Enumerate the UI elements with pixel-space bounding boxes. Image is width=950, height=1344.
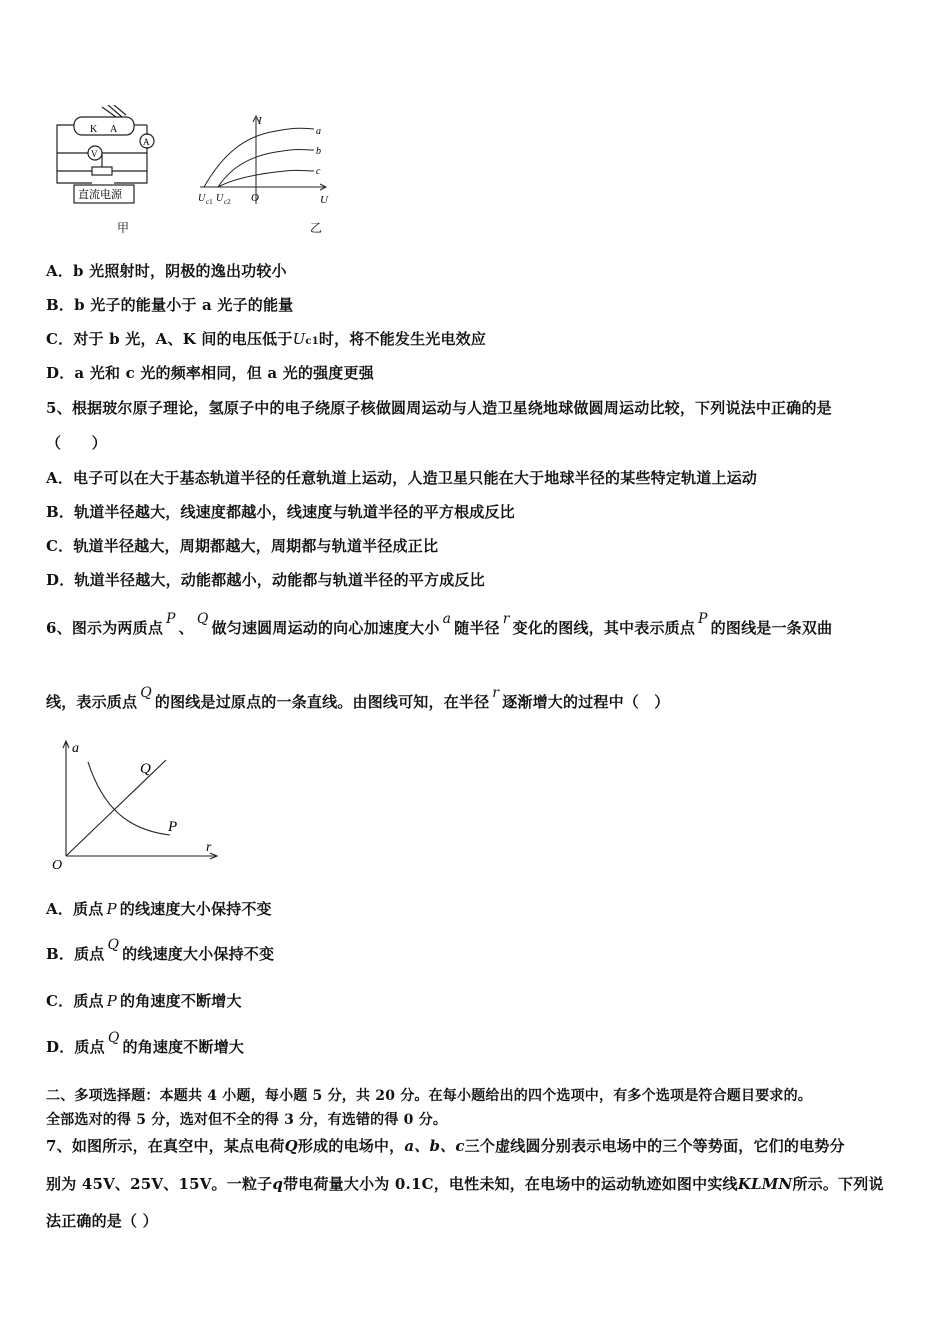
section2-header-line1: 二、多项选择题：本题共 4 小题，每小题 5 分，共 20 分。在每小题给出的四个选项中，有多个选项是符合题目要求的。	[46, 1088, 813, 1104]
line-q	[66, 760, 166, 856]
curve-c	[218, 170, 314, 187]
axis-r-label: r	[206, 840, 212, 855]
q7-stem-line3: 法正确的是（ ）	[46, 1212, 158, 1230]
q5-stem: 5、根据玻尔原子理论，氢原子中的电子绕原子核做圆周运动与人造卫星绕地球做圆周运动比较，下列说法中正确的是	[46, 399, 832, 417]
uc2-sub: c2	[224, 198, 231, 206]
q4-option-d: D．a 光和 c 光的频率相同，但 a 光的强度更强	[46, 364, 374, 382]
acceleration-radius-graph	[48, 738, 223, 873]
q6-option-a: A．质点 P 的线速度大小保持不变	[46, 900, 272, 918]
circuit-diagram	[52, 105, 157, 205]
q6-stem-line2: 线，表示质点 Q 的图线是过原点的一条直线。由图线可知，在半径 r 逐渐增大的过程中（ ）	[46, 685, 670, 711]
axis-a-label: a	[72, 741, 79, 756]
curve-a	[204, 128, 314, 187]
uc2-label: U	[216, 193, 224, 204]
origin-label: O	[251, 192, 259, 204]
q-line-label: Q	[140, 761, 151, 777]
q5-option-d: D．轨道半径越大，动能都越小，动能都与轨道半径的平方成反比	[46, 571, 485, 589]
q7-stem-line2: 别为 45V、25V、15V。一粒子q带电荷量大小为 0.1C，电性未知，在电场中的运动轨迹如图中实线KLMN所示。下列说	[46, 1175, 884, 1193]
uc1-label: U	[198, 193, 206, 204]
axis-u-label: U	[320, 194, 328, 206]
cathode-label: K	[90, 124, 98, 135]
q4-option-b: B．b 光子的能量小于 a 光子的能量	[46, 296, 294, 314]
voltmeter-label: V	[91, 149, 98, 159]
section2-header-line2: 全部选对的得 5 分，选对但不全的得 3 分，有选错的得 0 分。	[46, 1112, 448, 1128]
figure-caption-yi: 乙	[310, 221, 323, 235]
curve-b-label: b	[316, 146, 321, 157]
figure-caption-jia: 甲	[117, 221, 130, 235]
origin-label: O	[52, 858, 63, 873]
curve-p	[88, 762, 170, 835]
q7-stem-line1: 7、如图所示，在真空中，某点电荷Q形成的电场中，a、b、c三个虚线圆分别表示电场中的三个等势面，它们的电势分	[46, 1137, 845, 1155]
curve-c-label: c	[316, 166, 321, 177]
q6-option-d: D．质点 Q 的角速度不断增大	[46, 1030, 245, 1056]
ammeter-label: A	[143, 137, 150, 147]
anode-label: A	[110, 124, 118, 135]
power-supply-label: 直流电源	[78, 189, 122, 201]
q4-option-c: C．对于 b 光，A、K 间的电压低于Uc1时，将不能发生光电效应	[46, 330, 487, 348]
q6-stem-line1: 6、图示为两质点 P 、 Q 做匀速圆周运动的向心加速度大小 a 随半径 r 变化的图线，其中表示质点 P 的图线是一条双曲	[46, 611, 833, 637]
q5-option-a: A．电子可以在大于基态轨道半径的任意轨道上运动，人造卫星只能在大于地球半径的某些特定轨道上运动	[46, 469, 758, 487]
q4-option-a: A．b 光照射时，阴极的逸出功较小	[46, 262, 287, 280]
q6-option-b: B．质点 Q 的线速度大小保持不变	[46, 937, 275, 963]
p-curve-label: P	[168, 819, 178, 835]
q5-option-c: C．轨道半径越大，周期都越大，周期都与轨道半径成正比	[46, 537, 439, 555]
q6-option-c: C．质点 P 的角速度不断增大	[46, 992, 242, 1010]
axis-i-label: I	[258, 115, 262, 127]
q5-option-b: B．轨道半径越大，线速度都越小，线速度与轨道半径的平方根成反比	[46, 503, 515, 521]
curve-a-label: a	[316, 126, 321, 137]
iu-curve-graph	[196, 112, 336, 212]
uc1-sub: c1	[206, 198, 213, 206]
q5-answer-paren: （ ）	[46, 434, 107, 452]
